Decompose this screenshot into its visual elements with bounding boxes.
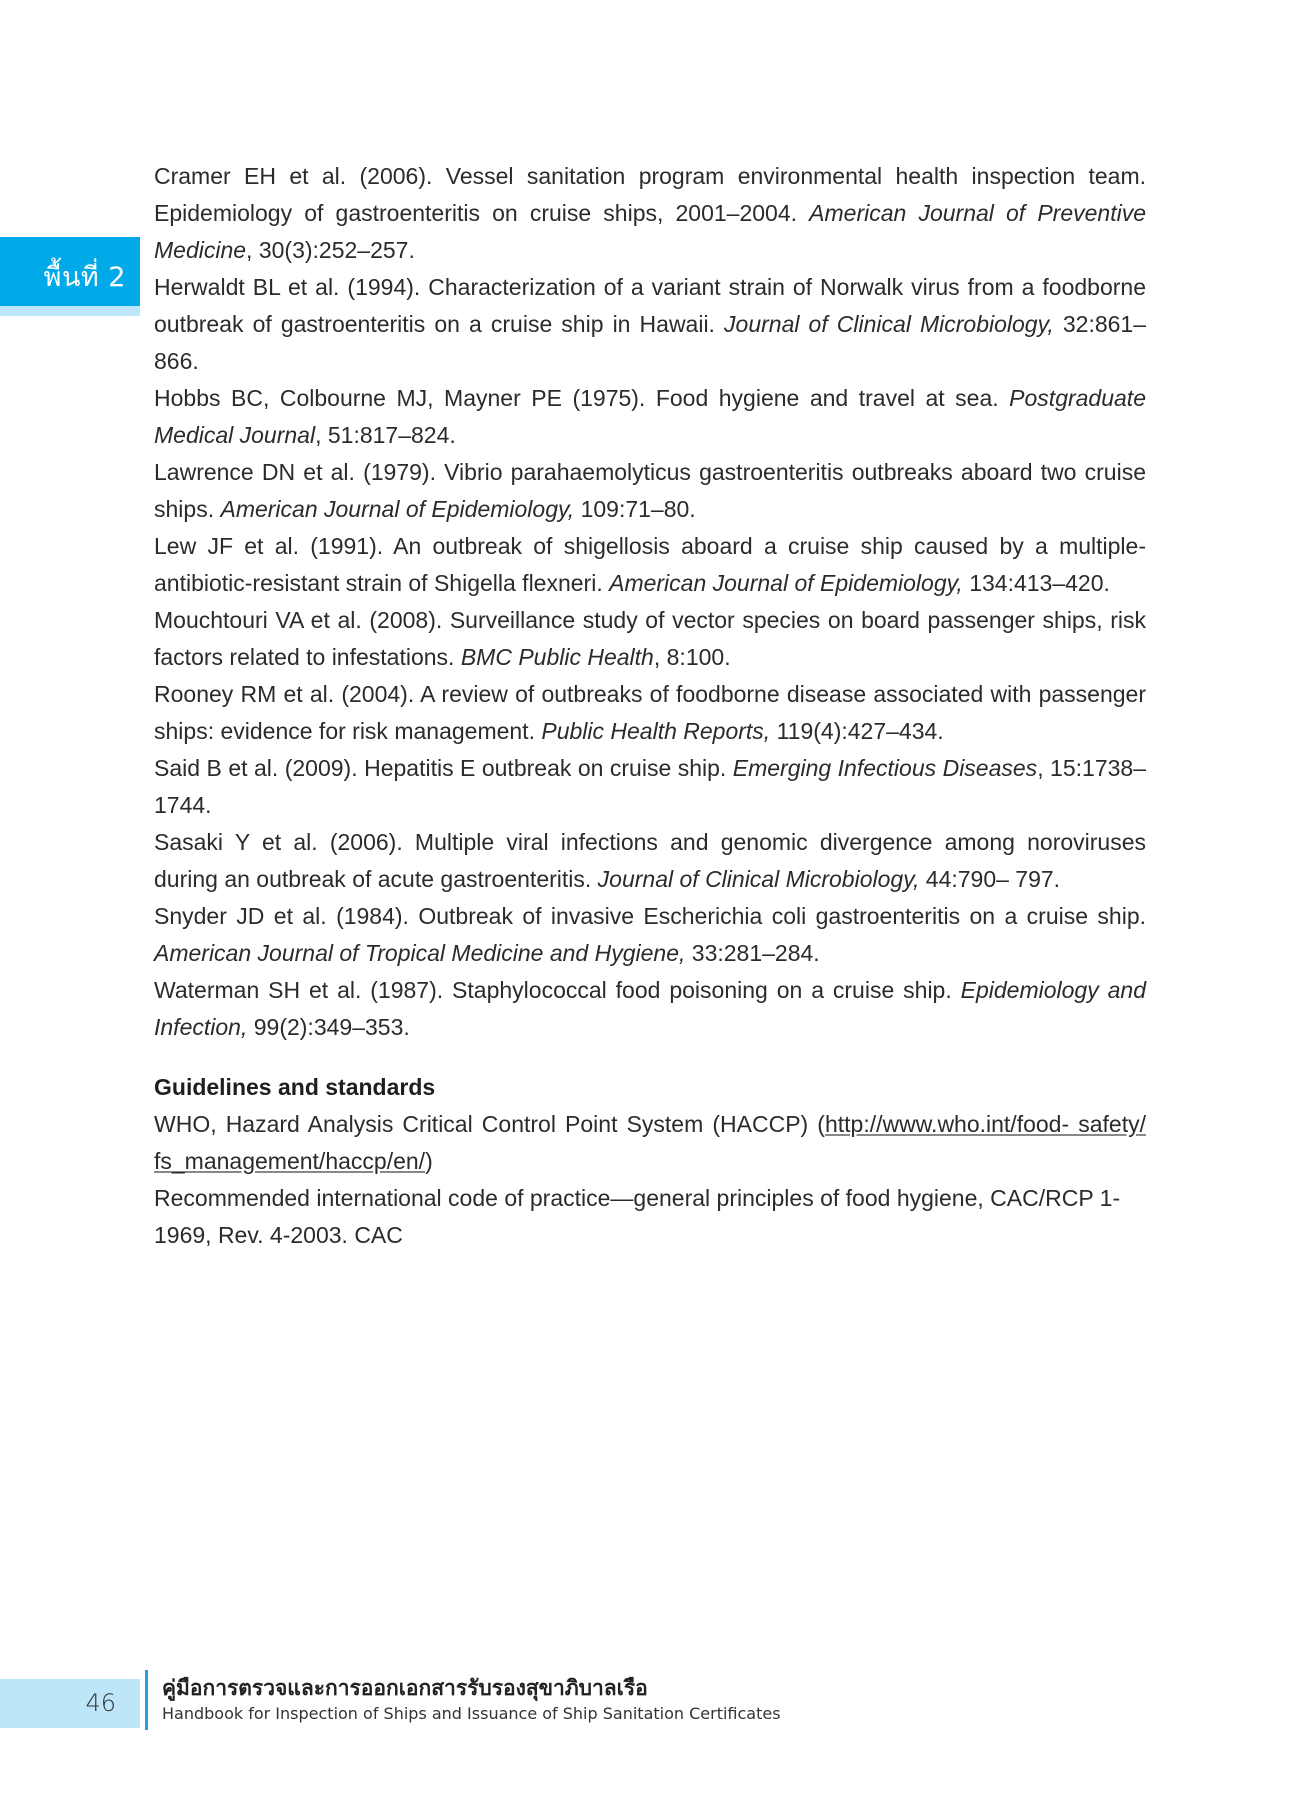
- footer-page-band: [0, 1679, 140, 1728]
- haccp-link[interactable]: http://www.who.int/food- safety/ fs_management/haccp/en/: [154, 1111, 1146, 1174]
- reference-item: Said B et al. (2009). Hepatitis E outbreak on cruise ship. Emerging Infectious Diseases, 15:1738–1744.: [154, 755, 1146, 818]
- reference-item: Herwaldt BL et al. (1994). Characterization of a variant strain of Norwalk virus from a foodborne outbreak of gastroenteritis on a cruise ship in Hawaii. Journal of Clinical Microbiology, 32:861–866.: [154, 274, 1147, 374]
- reference-item: Lew JF et al. (1991). An outbreak of shigellosis aboard a cruise ship caused by a multiple-antibiotic-resistant strain of Shigella flexneri. American Journal of Epidemiology, 134:413–420.: [154, 533, 1146, 596]
- page-number: 46: [85, 1689, 116, 1717]
- reference-item: Rooney RM et al. (2004). A review of outbreaks of foodborne disease associated with passenger ships: evidence for risk management. Public Health Reports, 119(4):427–434.: [154, 681, 1146, 744]
- reference-item: Waterman SH et al. (1987). Staphylococcal food poisoning on a cruise ship. Epidemiology and Infection, 99(2):349–353.: [154, 977, 1146, 1040]
- reference-item: Mouchtouri VA et al. (2008). Surveillance study of vector species on board passenger ships, risk factors related to infestations. BMC Public Health, 8:100.: [154, 607, 1146, 670]
- reference-item: Lawrence DN et al. (1979). Vibrio parahaemolyticus gastroenteritis outbreaks aboard two cruise ships. American Journal of Epidemiology, 109:71–80.: [154, 459, 1146, 522]
- reference-item: Hobbs BC, Colbourne MJ, Mayner PE (1975). Food hygiene and travel at sea. Postgraduate Medical Journal, 51:817–824.: [154, 385, 1146, 448]
- footer-divider: [145, 1670, 148, 1730]
- section-tab-strip: [0, 306, 140, 316]
- footer-title-thai: คู่มือการตรวจและการออกเอกสารรับรองสุขาภิบาลเรือ: [162, 1676, 648, 1700]
- guidelines-heading: Guidelines and standards: [154, 1074, 436, 1100]
- reference-item: Snyder JD et al. (1984). Outbreak of invasive Escherichia coli gastroenteritis on a cruise ship. American Journal of Tropical Medicine and Hygiene, 33:281–284.: [154, 903, 1146, 966]
- section-tab: [0, 237, 140, 306]
- reference-item: Cramer EH et al. (2006). Vessel sanitation program environmental health inspection team. Epidemiology of gastroenteritis on cruise ships, 2001–2004. American Journal of Preventive Medicine, 30(3):252–257.: [154, 163, 1146, 263]
- guideline-item: WHO, Hazard Analysis Critical Control Point System (HACCP) (http://www.who.int/food- safety/ fs_management/haccp/en/): [154, 1111, 1146, 1174]
- reference-item: Sasaki Y et al. (2006). Multiple viral infections and genomic divergence among noroviruses during an outbreak of acute gastroenteritis. Journal of Clinical Microbiology, 44:790– 797.: [154, 829, 1146, 892]
- footer-title-english: Handbook for Inspection of Ships and Issuance of Ship Sanitation Certificates: [162, 1704, 781, 1723]
- guideline-item: Recommended international code of practice—general principles of food hygiene, CAC/RCP 1-1969, Rev. 4-2003. CAC: [154, 1185, 1121, 1248]
- section-tab-label: พื้นที่ 2: [43, 262, 126, 293]
- references-body: [154, 158, 1146, 1254]
